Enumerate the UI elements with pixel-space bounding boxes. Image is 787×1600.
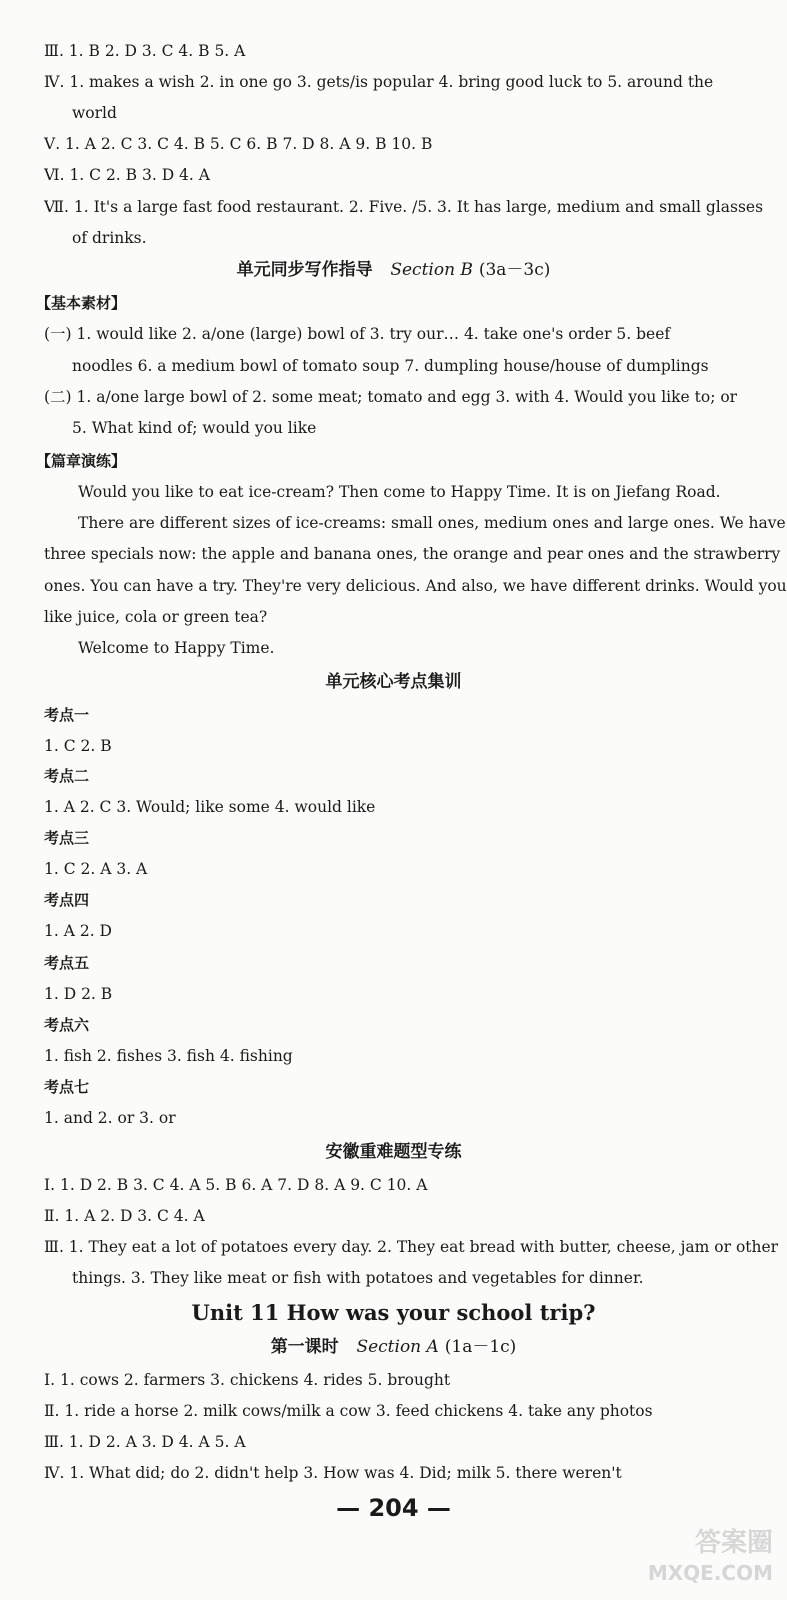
answer-line: 1. C 2. B [44, 737, 112, 755]
answer-line: 1. A 2. D [44, 922, 112, 940]
answer-line: Ⅰ. 1. cows 2. farmers 3. chickens 4. rides 5. brought [44, 1371, 451, 1389]
essay-line: three specials now: the apple and banana ones, the orange and pear ones and the strawberry [44, 545, 781, 563]
answer-line: 1. and 2. or 3. or [44, 1109, 176, 1127]
answer-line: Ⅱ. 1. ride a horse 2. milk cows/milk a cow 3. feed chickens 4. take any photos [44, 1402, 653, 1420]
essay-line: Welcome to Happy Time. [78, 639, 275, 657]
kaodian-label: 考点一 [44, 706, 90, 724]
kaodian-label: 考点三 [44, 829, 90, 847]
lesson-heading [0, 1335, 787, 1359]
answer-line: (二) 1. a/one large bowl of 2. some meat; tomato and egg 3. with 4. Would you like to; or [44, 388, 738, 406]
kaodian-label: 考点二 [44, 767, 90, 785]
section-heading-core: 单元核心考点集训 [325, 672, 462, 692]
answer-line: Ⅲ. 1. D 2. A 3. D 4. A 5. A [44, 1433, 246, 1451]
kaodian-label: 考点五 [44, 954, 90, 972]
answer-line: 1. D 2. B [44, 985, 113, 1003]
answer-line: Ⅵ. 1. C 2. B 3. D 4. A [44, 166, 210, 184]
answer-line: 5. What kind of; would you like [72, 419, 317, 437]
essay-line: There are different sizes of ice-creams: small ones, medium ones and large ones. We have [78, 514, 786, 532]
answer-line: 1. fish 2. fishes 3. fish 4. fishing [44, 1047, 293, 1065]
unit-title: Unit 11 How was your school trip? [191, 1300, 596, 1325]
lesson-title: 第一课时 [270, 1337, 339, 1357]
answer-line: of drinks. [72, 229, 147, 247]
kaodian-label: 考点七 [44, 1078, 90, 1096]
answer-line: Ⅰ. 1. D 2. B 3. C 4. A 5. B 6. A 7. D 8. A 9. C 10. A [44, 1176, 428, 1194]
answer-line: Ⅳ. 1. makes a wish 2. in one go 3. gets/is popular 4. bring good luck to 5. around the [44, 73, 714, 91]
section-heading-anhui: 安徽重难题型专练 [325, 1142, 462, 1162]
answer-line: Ⅲ. 1. B 2. D 3. C 4. B 5. A [44, 42, 246, 60]
answer-line: world [72, 104, 117, 122]
lesson-range: (1a－1c) [444, 1337, 517, 1357]
answer-line: 1. C 2. A 3. A [44, 860, 148, 878]
subsection-tag: 【基本素材】 [36, 294, 127, 312]
answer-line: Ⅳ. 1. What did; do 2. didn't help 3. How was 4. Did; milk 5. there weren't [44, 1464, 622, 1482]
answer-line: Ⅶ. 1. It's a large fast food restaurant. 2. Five. /5. 3. It has large, medium and small glasses [44, 198, 764, 216]
lesson-section: Section A [356, 1337, 439, 1357]
heading-range: (3a－3c) [478, 260, 551, 280]
watermark-logo [648, 1528, 773, 1588]
section-heading-writing [0, 258, 787, 282]
answer-line: (一) 1. would like 2. a/one (large) bowl of 3. try our… 4. take one's order 5. beef [44, 325, 671, 343]
page-number: — 204 — [336, 1494, 451, 1522]
answer-line: things. 3. They like meat or fish with potatoes and vegetables for dinner. [72, 1269, 644, 1287]
watermark-text: 答案圈 [694, 1528, 773, 1558]
answer-line: noodles 6. a medium bowl of tomato soup 7. dumpling house/house of dumplings [72, 357, 709, 375]
subsection-tag: 【篇章演练】 [36, 452, 127, 470]
kaodian-label: 考点四 [44, 891, 90, 909]
kaodian-label: 考点六 [44, 1016, 90, 1034]
essay-line: like juice, cola or green tea? [44, 608, 268, 626]
answer-line: Ⅴ. 1. A 2. C 3. C 4. B 5. C 6. B 7. D 8. A 9. B 10. B [44, 135, 433, 153]
answer-line: Ⅲ. 1. They eat a lot of potatoes every day. 2. They eat bread with butter, cheese, jam or other [44, 1238, 779, 1256]
answer-line: 1. A 2. C 3. Would; like some 4. would like [44, 798, 376, 816]
essay-line: ones. You can have a try. They're very delicious. And also, we have different drinks. Would you [44, 577, 787, 595]
heading-title: 单元同步写作指导 [236, 260, 373, 280]
heading-section: Section B [390, 260, 473, 280]
answer-line: Ⅱ. 1. A 2. D 3. C 4. A [44, 1207, 205, 1225]
watermark-url: MXQE.COM [647, 1561, 773, 1585]
essay-line: Would you like to eat ice-cream? Then come to Happy Time. It is on Jiefang Road. [78, 483, 721, 501]
